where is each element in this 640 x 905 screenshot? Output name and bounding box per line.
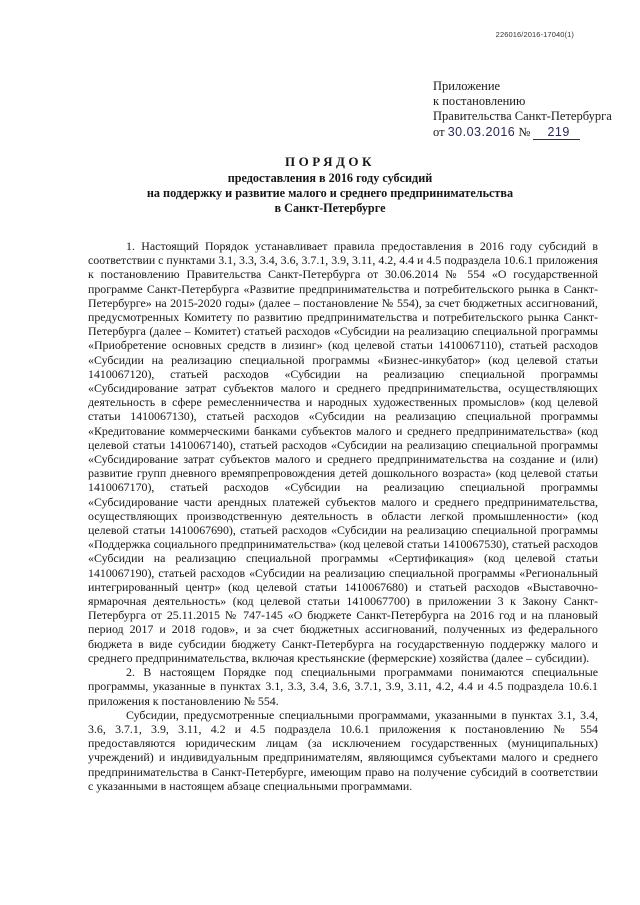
handwritten-date: 30.03.2016 xyxy=(447,124,516,139)
body-paragraph: 1. Настоящий Порядок устанавливает правила предоставления в 2016 году субсидий в соответствии с пунктами 3.1, 3.3, 3.4, 3.6, 3.7.1, 3.9, 3.11, 4.2, 4.4 и 4.5 подраздела 10.6.1 приложения к постановлению Правительства Санкт-Петербурга от 30.06.2014 № 554 «О государственной программе Санкт-Петербурга «Развитие предпринимательства и потребительского рынка в Санкт-Петербурге» на 2015-2020 годы» (далее – постановление № 554), за счет бюджетных ассигнований, предусмотренных Комитету по развитию предпринимательства и потребительского рынка Санкт-Петербурга (далее – Комитет) статьей расходов «Субсидии на реализацию специальной программы «Приобретение основных средств в лизинг» (код целевой статьи 1410067110), статьей расходов «Субсидии на реализацию специальной программы «Бизнес-инкубатор» (код целевой статьи 1410067120), статьей расходов «Субсидии на реализацию специальной программы «Субсидирование затрат субъектов малого и среднего предпринимательства, осуществляющих деятельность в сфере ремесленничества и народных художественных промыслов» (код целевой статьи 1410067130), статьей расходов «Субсидии на реализацию специальной программы «Кредитование коммерческими банками субъектов малого и среднего предпринимательства» (код целевой статьи 1410067140), статьей расходов «Субсидии на реализацию специальной программы «Субсидирование затрат субъектов малого и среднего предпринимательства на создание и (или) развитие групп дневного времяпрепровождения детей дошкольного возраста» (код целевой статьи 1410067170), статьей расходов «Субсидии на реализацию специальной программы «Субсидирование части арендных платежей субъектов малого и среднего предпринимательства, осуществляющих производственную деятельность в области легкой промышленности» (код целевой статьи 1410067690), статьей расходов «Субсидии на реализацию специальной программы «Поддержка социального предпринимательства» (код целевой статьи 1410067530), статьей расходов «Субсидии на реализацию специальной программы «Сертификация» (код целевой статьи 1410067190), статьей расходов «Субсидии на реализацию специальной программы «Региональный интегрированный центр» (код целевой статьи 1410067680) и статьей расходов «Выставочно-ярмарочная деятельность» (код целевой статьи 1410067700) в приложении 3 к Закону Санкт-Петербурга от 25.11.2015 № 747-145 «О бюджете Санкт-Петербурга на 2016 год и на плановый период 2017 и 2018 годов», и за счет бюджетных ассигнований, полученных из федерального бюджета в виде субсидии бюджету Санкт-Петербурга на государственную поддержку малого и среднего предпринимательства, включая крестьянские (фермерские) хозяйства (далее – субсидии). xyxy=(88,239,598,665)
document-id: 226016/2016-17040(1) xyxy=(495,30,574,39)
appendix-line: к постановлению xyxy=(433,94,526,109)
body-paragraph: 2. В настоящем Порядке под специальными программами понимаются специальные программы, указанные в пунктах 3.1, 3.3, 3.4, 3.6, 3.7.1, 3.9, 3.11, 4.2, 4.4 и 4.5 подраздела 10.6.1 приложения к постановлению № 554. xyxy=(88,665,598,708)
title-line: на поддержку и развитие малого и среднего предпринимательства xyxy=(146,186,514,200)
document-body xyxy=(88,239,598,793)
handwritten-number: 219 xyxy=(533,125,579,140)
document-title xyxy=(80,154,580,216)
body-paragraph: Субсидии, предусмотренные специальными программами, указанными в пунктах 3.1, 3.4, 3.6, 3.7.1, 3.9, 3.11, 4.2 и 4.5 подраздела 10.6.1 приложения к постановлению № 554 предоставляются юридическим лицам (за исключением государственных (муниципальных) учреждений) и индивидуальным предпринимателям, являющимся субъектами малого и среднего предпринимательства в Санкт-Петербурге, имеющим право на получение субсидий в соответствии с указанными в настоящем абзаце специальными программами. xyxy=(88,707,598,793)
title-line: в Санкт-Петербурге xyxy=(274,201,386,215)
appendix-date-line xyxy=(433,125,612,140)
title-main: ПОРЯДОК xyxy=(285,154,375,169)
title-line: предоставления в 2016 году субсидий xyxy=(227,171,433,185)
appendix-block xyxy=(433,79,612,140)
appendix-line: Приложение xyxy=(433,79,501,93)
number-sign: № xyxy=(518,124,531,139)
appendix-line: Правительства Санкт-Петербурга xyxy=(433,109,612,124)
date-prefix: от xyxy=(433,124,445,139)
